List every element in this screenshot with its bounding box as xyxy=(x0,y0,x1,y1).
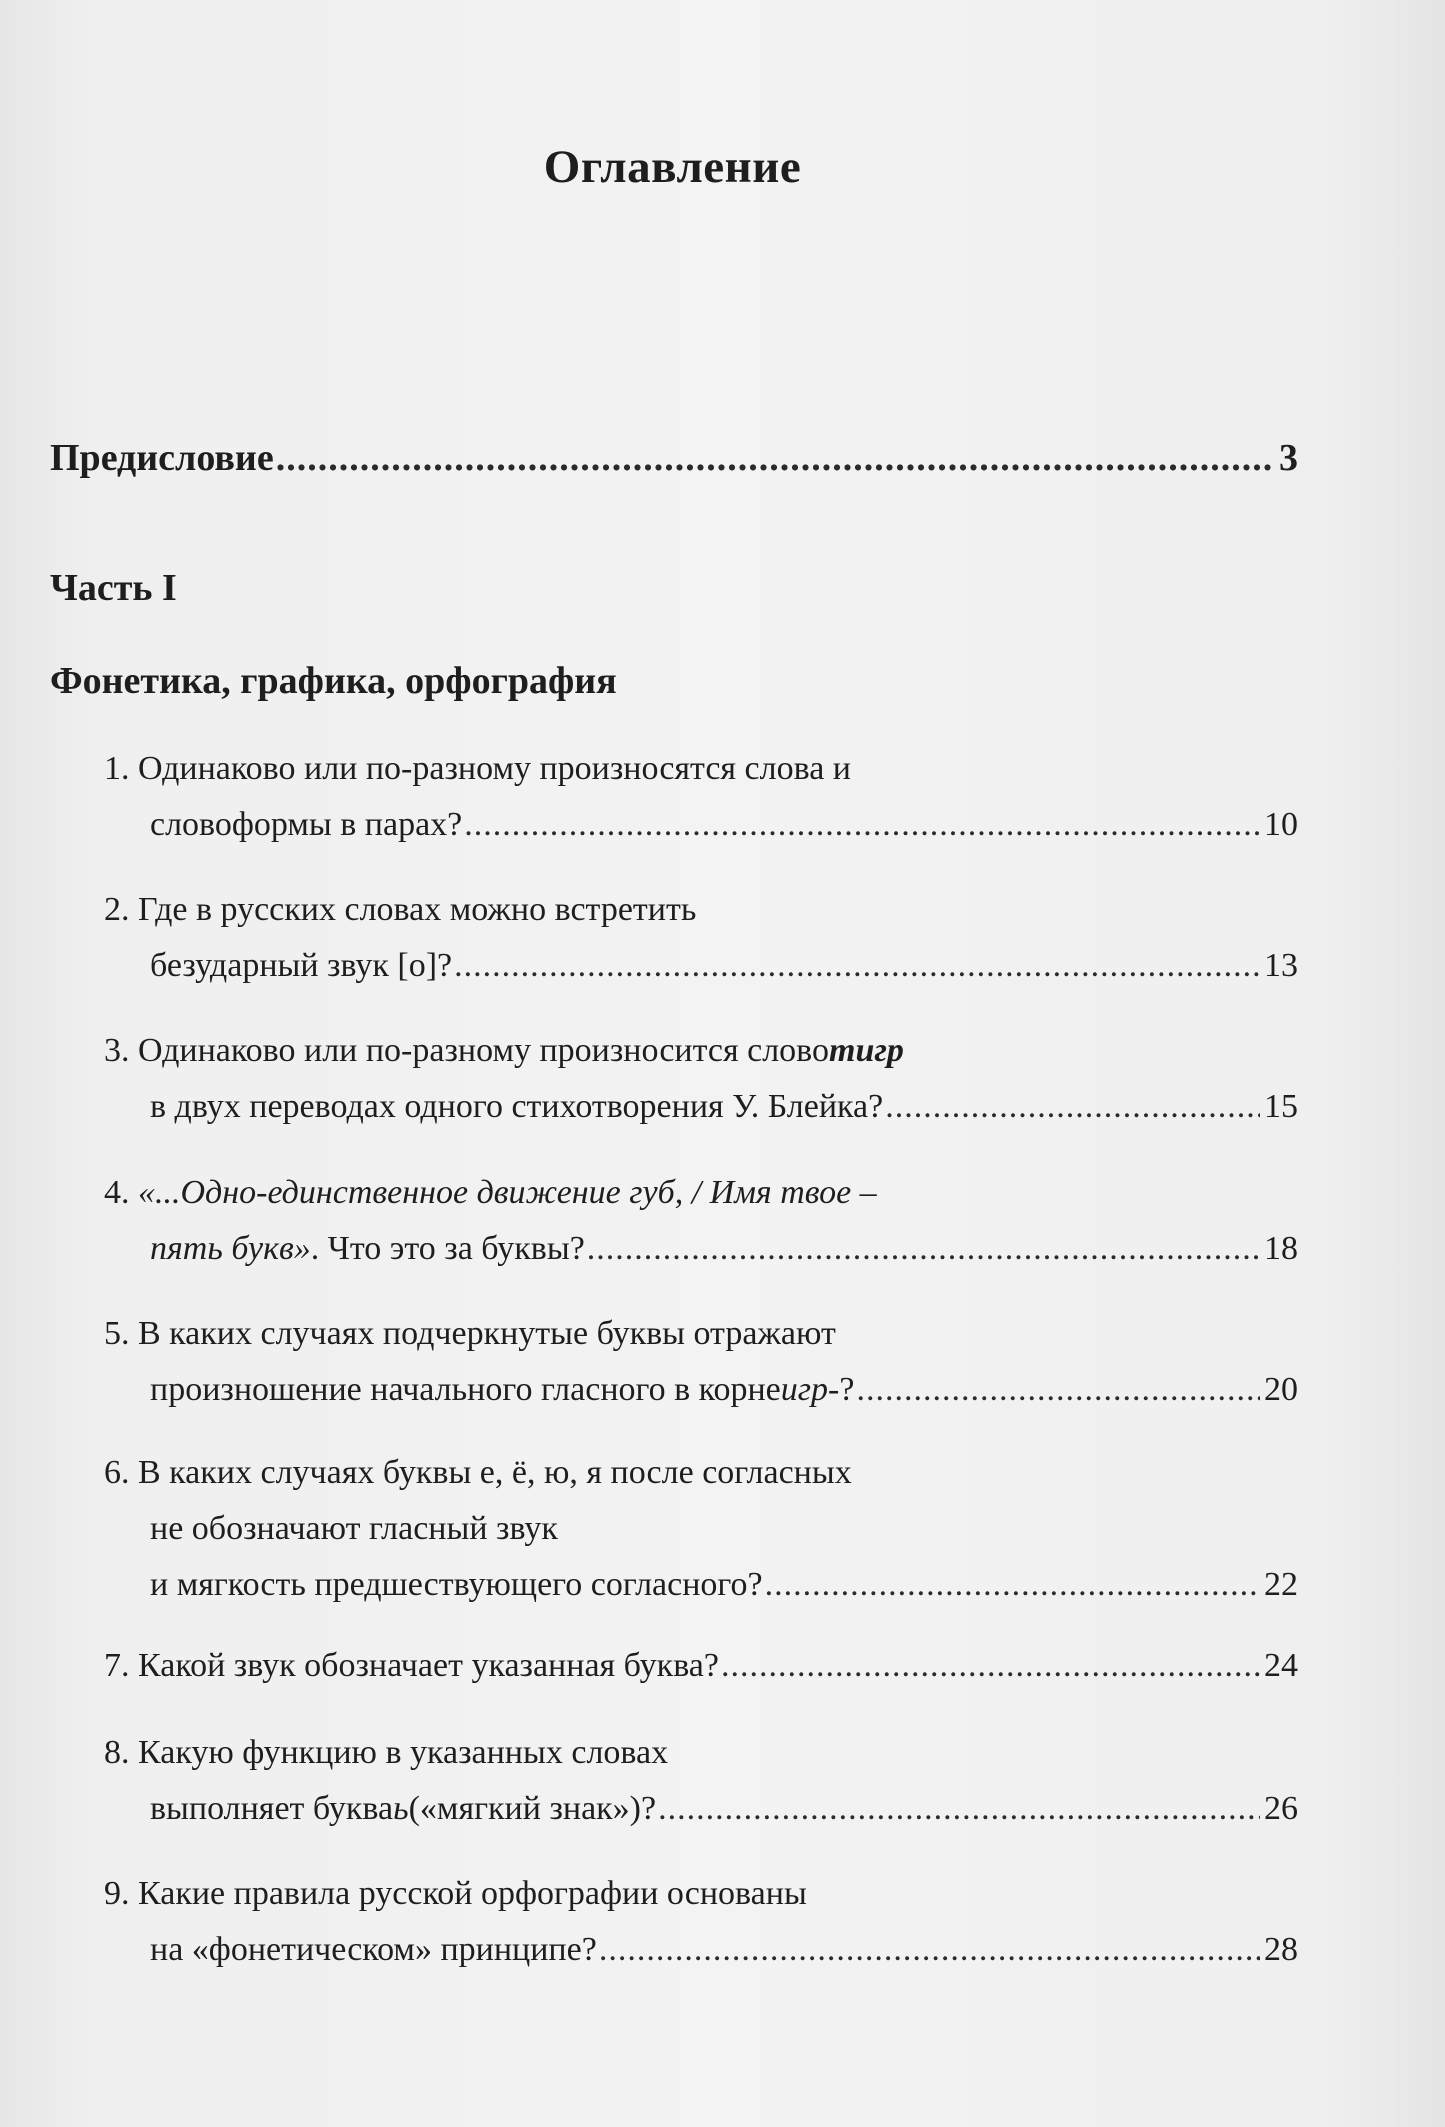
toc-page-number: 15 xyxy=(1264,1088,1298,1125)
toc-item-text: В каких случаях буквы е, ё, ю, я после согласных xyxy=(138,1454,852,1491)
toc-item-emphasis: игр- xyxy=(780,1371,840,1408)
toc-entry-5[interactable] xyxy=(104,1306,1298,1418)
toc-entry-1[interactable] xyxy=(104,741,1298,853)
toc-item-text: Какие правила русской орфографии основаны xyxy=(138,1875,807,1912)
toc-item-text: Одинаково или по-разному произносится слово xyxy=(138,1032,829,1069)
toc-item-number: 2. xyxy=(104,891,130,928)
toc-item-text: («мягкий знак»)? xyxy=(408,1790,657,1827)
toc-item-emphasis: ь xyxy=(393,1790,409,1827)
toc-item-number: 4. xyxy=(104,1174,130,1211)
toc-item-text: В каких случаях подчеркнутые буквы отражают xyxy=(138,1315,836,1352)
toc-page-number: 26 xyxy=(1264,1790,1298,1827)
toc-item-text: не обозначают гласный звук xyxy=(150,1510,558,1547)
dot-leader xyxy=(885,1079,1260,1135)
toc-item-text: Какую функцию в указанных словах xyxy=(138,1734,669,1771)
dot-leader xyxy=(721,1638,1260,1694)
toc-entry-label: Предисловие xyxy=(50,437,274,479)
dot-leader xyxy=(765,1557,1260,1613)
toc-item-text: выполняет буква xyxy=(150,1790,394,1827)
toc-item-number: 9. xyxy=(104,1875,130,1912)
toc-item-text: «...Одно-единственное движение губ, / Имя твое – xyxy=(138,1174,877,1211)
toc-page-number: 3 xyxy=(1279,437,1298,479)
toc-page-number: 20 xyxy=(1264,1371,1298,1408)
toc-item-text: безударный звук [о]? xyxy=(150,947,453,984)
toc-entry-4[interactable] xyxy=(104,1165,1298,1277)
toc-item-text: и мягкость предшествующего согласного? xyxy=(150,1566,763,1603)
toc-page-number: 13 xyxy=(1264,947,1298,984)
dot-leader xyxy=(464,797,1260,853)
part-heading: Часть I xyxy=(50,567,177,609)
toc-item-emphasis: тигр xyxy=(829,1032,904,1069)
toc-item-number: 6. xyxy=(104,1454,130,1491)
dot-leader xyxy=(599,1922,1260,1978)
toc-entry-6[interactable] xyxy=(104,1445,1298,1613)
toc-item-number: 1. xyxy=(104,750,130,787)
toc-page-number: 24 xyxy=(1264,1647,1298,1684)
dot-leader xyxy=(454,938,1260,994)
section-heading: Фонетика, графика, орфография xyxy=(50,660,617,702)
toc-item-text: ? xyxy=(839,1371,855,1408)
toc-entry-8[interactable] xyxy=(104,1725,1298,1837)
toc-page-number: 22 xyxy=(1264,1566,1298,1603)
toc-entry-3[interactable] xyxy=(104,1023,1298,1135)
toc-item-text: Где в русских словах можно встретить xyxy=(138,891,697,928)
toc-item-text: на «фонетическом» принципе? xyxy=(150,1931,597,1968)
dot-leader xyxy=(658,1781,1260,1837)
toc-page-number: 28 xyxy=(1264,1931,1298,1968)
dot-leader xyxy=(856,1362,1260,1418)
toc-item-text: произношение начального гласного в корне xyxy=(150,1371,781,1408)
dot-leader xyxy=(276,430,1275,486)
toc-page-number: 18 xyxy=(1264,1230,1298,1267)
toc-item-emphasis: пять букв» xyxy=(150,1230,311,1267)
toc-entry-preface[interactable] xyxy=(50,430,1298,486)
toc-item-number: 8. xyxy=(104,1734,130,1771)
toc-item-number: 5. xyxy=(104,1315,130,1352)
toc-entry-2[interactable] xyxy=(104,882,1298,994)
toc-item-text: . Что это за буквы? xyxy=(310,1230,585,1267)
toc-page-number: 10 xyxy=(1264,806,1298,843)
toc-item-text: Какой звук обозначает указанная буква? xyxy=(138,1647,719,1684)
page-title: Оглавление xyxy=(543,141,802,193)
toc-entry-9[interactable] xyxy=(104,1866,1298,1978)
dot-leader xyxy=(587,1221,1260,1277)
toc-item-text: словоформы в парах? xyxy=(150,806,463,843)
toc-item-number: 3. xyxy=(104,1032,130,1069)
toc-item-text: в двух переводах одного стихотворения У. Блейка? xyxy=(150,1088,884,1125)
toc-entry-7[interactable] xyxy=(104,1638,1298,1694)
toc-item-number: 7. xyxy=(104,1647,130,1684)
toc-item-text: Одинаково или по-разному произносятся слова и xyxy=(138,750,852,787)
